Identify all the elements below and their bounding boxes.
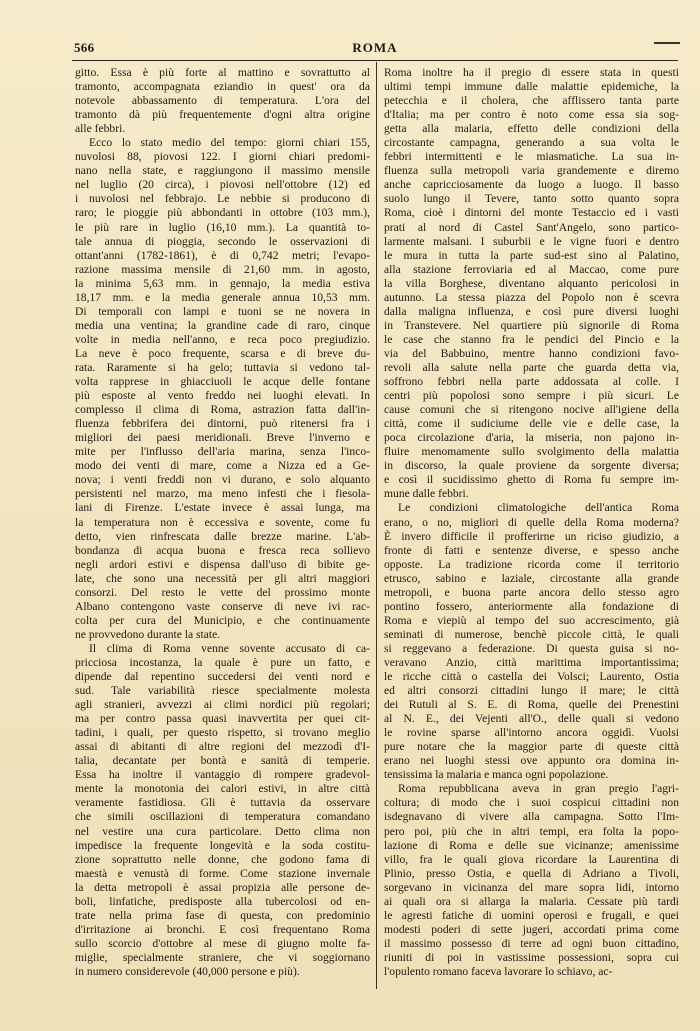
text-line: sullo scorcio d'ottobre al mese di giugno molte fa- (75, 936, 370, 950)
text-line: getta alla malaria, effetto delle condizioni della (384, 122, 679, 136)
text-line: il massimo possesso di terre ad ogni buon cittadino, (384, 936, 679, 950)
text-line: etrusco, sabino e laziale, circostante alla grande (384, 571, 679, 585)
text-line: alla stazione ferroviaria ed al Maccao, come pure (384, 262, 679, 276)
text-line: l'opulento romano faceva lavorare lo schiavo, ac- (384, 965, 613, 978)
text-line: veravano Anzio, città marittima importantissima; (384, 655, 679, 669)
text-line: rata. Raramente si ha gelo; tuttavia si vedono tal- (75, 360, 370, 374)
text-line: via del Babbuino, mentre hanno condizioni favo- (384, 346, 679, 360)
text-line: le agresti fatiche di uomini operosi e frugali, e quei (384, 908, 679, 922)
text-line: nel vestire una cura particolare. Detto clima non (75, 824, 370, 838)
text-line: Roma, cioè i dintorni del monte Testaccio ed i vasti (384, 206, 679, 220)
text-line: alle febbri. (75, 122, 126, 136)
text-line: lazione di Roma e delle sue vicinanze; amenissime (384, 838, 679, 852)
text-line: che simili oscillazioni di temperatura comandano (75, 810, 370, 824)
text-line: le ricche città o castella dei Volsci; Laurento, Ostia (384, 670, 679, 684)
paragraph (384, 782, 679, 979)
text-line: talia, decantate per bontà e sanità di temperie. (75, 754, 370, 768)
text-line: erano nei luoghi stessi ove appunto ora domina in- (384, 754, 679, 768)
text-line: È invero difficile il profferirne un riciso giudizio, a (384, 529, 679, 543)
text-line: nova; i venti freddi non vi durano, e solo alquanto (75, 473, 370, 487)
text-line: più esposte al vento freddo nei luoghi elevati. In (75, 389, 370, 403)
text-line: le più rare in luglio (16,10 mm.). La quantità to- (75, 220, 370, 234)
text-line: erano, o no, migliori di quelle della Roma moderna? (384, 515, 679, 529)
text-line: la villa Borghese, diventano alquanto pericolosi in (384, 276, 679, 290)
text-line: Di temporali con lampi e tuoni se ne novera in (75, 304, 370, 318)
text-line: maestà e venustà di forme. Come stazione invernale (75, 866, 370, 880)
text-line: al N. E., dei Vejenti all'O., delle quali si vedono (384, 712, 679, 726)
text-line: late, che sono una necessità per gli altri maggiori (75, 571, 370, 585)
text-line: tramonto dà più frequentemente d'ogni altra origine (75, 108, 370, 122)
text-line: lani di Firenze. L'estate invece è assai lunga, ma (75, 501, 370, 515)
text-line: zione soprattutto nelle donne, che godono fama di (75, 852, 370, 866)
text-line: boli, linfatiche, predisposte alla tubercolosi od en- (75, 894, 370, 908)
text-line: d'Italia; ma per contro è noto come essa sia sog- (384, 108, 679, 122)
text-line: fluenza febbrifera dei dintorni, può ritenersi fra i (75, 417, 370, 431)
header-mark (654, 42, 680, 44)
text-line: la minima 5,63 mm. in gennajo, la media estiva (75, 276, 370, 290)
text-line: fluenza sulla metropoli varia grandemente e diremo (384, 164, 679, 178)
text-line: trate nella prima fase di questa, con predominio (75, 908, 370, 922)
text-line: mente la monotonia dei calori estivi, in altre città (75, 782, 370, 796)
text-line: Essa ha inoltre il vantaggio di rompere gradevol- (75, 768, 370, 782)
text-line: mite per l'influsso dell'aria marina, senza l'inco- (75, 445, 370, 459)
text-line: Albano contengono vaste conserve di neve ivi rac- (75, 599, 370, 613)
text-line: colta per cura del Municipio, e che continuamente (75, 613, 370, 627)
page-header (70, 32, 680, 58)
text-line: tale annua di pioggia, secondo le osservazioni di (75, 234, 370, 248)
text-line: volta rapprese in ghiacciuoli le acque delle fontane (75, 375, 370, 389)
text-line: autunno. La stessa piazza del Popolo non è scevra (384, 290, 679, 304)
text-line: metropoli, e buona parte ancora dello stesso agro (384, 585, 679, 599)
text-line: modo dei venti di mare, come a Nizza ed a Ge- (75, 459, 370, 473)
text-line: sud. Tale variabilità riesce specialmente molesta (75, 684, 370, 698)
column-divider (376, 62, 377, 989)
text-line: bondanza di acqua buona e fresca reca sollievo (75, 543, 370, 557)
text-line: Roma repubblicana aveva in gran pregio l'agri- (398, 782, 679, 796)
text-line: tadini, i quali, per questo rispetto, si trovano meglio (75, 726, 370, 740)
text-line: complesso il clima di Roma, astrazion fatta dall'in- (75, 403, 370, 417)
text-line: raro; le pioggie più abbondanti in ottobre (103 mm.), (75, 206, 370, 220)
text-line: veramente fastidiosa. Gli è tuttavia da osservare (75, 796, 370, 810)
text-line: 18,17 mm. e la media generale annua 10,53 mm. (75, 290, 370, 304)
text-line: mune dalle febbri. (384, 487, 469, 501)
text-line: e così il sucidissimo ghetto di Roma fu sempre im- (384, 473, 679, 487)
text-line: coltura; di modo che i suoi cospicui cittadini non (384, 796, 679, 810)
text-line: suolo lungo il Tevere, tanto sotto quanto sopra (384, 192, 679, 206)
text-line: villo, fra le quali giova ricordare la Laurentina di (384, 852, 679, 866)
text-line: pontino fossero, anteriormente alla fondazione di (384, 599, 679, 613)
text-line: città, come il sudiciume delle vie e delle case, la (384, 417, 679, 431)
paragraph (75, 136, 370, 642)
running-title: ROMA (352, 40, 398, 55)
text-line: opposte. La tradizione ricorda come il territorio (384, 557, 679, 571)
text-line: Roma inoltre ha il pregio di essere stata in questi (384, 66, 679, 79)
text-line: seminati di numerose, benchè piccole città, le quali (384, 627, 679, 641)
text-line: media una ventina; la grandine cade di raro, cinque (75, 318, 370, 332)
text-line: centri più popolosi sono sempre i più sicuri. Le (384, 389, 679, 403)
left-column (75, 66, 370, 979)
text-line: Ecco lo stato medio del tempo: giorni chiari 155, (89, 136, 370, 150)
text-line: circostante campagna, generando a sua volta le (384, 136, 679, 150)
text-line: in discorso, la quale proviene da sorgente diversa; (384, 459, 679, 473)
text-line: la temperatura non è eccessiva e sovente, come fu (75, 515, 370, 529)
text-line: ultimi tempi immune dalle malattie epidemiche, la (384, 80, 679, 94)
text-line: agli stranieri, avvezzi ai climi nordici più regolari; (75, 698, 370, 712)
text-line: migliori dei paesi meridionali. Breve l'inverno e (75, 431, 370, 445)
text-line: poca circolazione d'aria, la miseria, non pajono in- (384, 431, 679, 445)
text-line: ma per contro passa quasi inavvertita per quei cit- (75, 712, 370, 726)
text-line: anche capricciosamente da luogo a luogo. Il basso (384, 178, 679, 192)
text-line: razione massima mensile di 21,60 mm. in agosto, (75, 262, 370, 276)
text-line: soffrono febbri nella parte addossata al colle. I (384, 375, 679, 389)
text-line: fronte di fatti e sentenze diverse, e spesso anche (384, 543, 679, 557)
text-line: riuniti di poi in vastissime possessioni, sopra cui (384, 950, 679, 964)
text-line: impedisce la frequente longevità e la soda costitu- (75, 838, 370, 852)
page-number: 566 (74, 40, 95, 55)
text-line: consorzi. Del resto le vette del prossimo monte (75, 585, 370, 599)
text-line: persistenti nel marzo, ma meno infesti che i fiesola- (75, 487, 370, 501)
text-line: ed altri consorzi cittadini lungo il mare; le città (384, 684, 679, 698)
text-line: modesti poderi di sette jugeri, accordati prima come (384, 922, 679, 936)
text-line: fluire menomamente sullo svolgimento della malattia (384, 445, 679, 459)
text-line: volte in media nell'anno, e reca poco pregiudizio. (75, 332, 370, 346)
text-line: nano nella state, e raggiungono il massimo mensile (75, 164, 370, 178)
text-line: prati al nord di Castel Sant'Angelo, sono partico- (384, 220, 679, 234)
text-line: in Transtevere. Nel quartiere più signorile di Roma (384, 318, 679, 332)
text-line: sorgevano in vicinanza del mare sopra lidi, intorno (384, 880, 679, 894)
text-line: le mura in tutta la parte sud-est sino al Palatino, (384, 248, 679, 262)
text-line: revoli alla salute nella parte che guarda detta via, (384, 360, 679, 374)
text-line: dipende dal repentino succedersi dei venti nord e (75, 670, 370, 684)
text-line: tramonto, accompagnata eziandio in quest' ora da (75, 80, 370, 94)
text-line: le case che stanno fra le pendici del Pincio e la (384, 332, 679, 346)
text-line: la detta metropoli è assai propizia alle persone de- (75, 880, 370, 894)
text-line: ai quali ora si allarga la malaria. Cessate più tardi (384, 894, 679, 908)
text-line: in numero considerevole (40,000 persone e più). (75, 965, 300, 978)
text-line: assai di abitanti di altre regioni del mezzodì d'I- (75, 740, 370, 754)
text-line: Le condizioni climatologiche dell'antica Roma (398, 501, 679, 515)
text-line: i nuvolosi nel febbrajo. Le nebbie si producono di (75, 192, 370, 206)
text-line: gitto. Essa è più forte al mattino e sovrattutto al (75, 66, 370, 79)
text-line: febbri intermittenti e le miasmatiche. La sua in- (384, 150, 679, 164)
text-line: pero poi, più che in altri tempi, era folta la popo- (384, 824, 679, 838)
text-line: dalla maligna influenza, e così pure diversi luoghi (384, 304, 679, 318)
text-line: ne provvedono durante la state. (75, 627, 221, 641)
paragraph (384, 66, 679, 501)
text-line: isdegnavano di vivere alla campagna. Sotto l'Im- (384, 810, 679, 824)
text-line: pure notare che la maggior parte di queste città (384, 740, 679, 754)
text-line: tensissima la malaria e manca ogni popolazione. (384, 768, 609, 782)
text-line: negli ardori estivi e dispensa dall'uso di bibite ge- (75, 557, 370, 571)
header-rule (72, 60, 678, 61)
text-line: petecchia e il cholera, che afflissero tanta parte (384, 94, 679, 108)
text-line: le rovine sparse all'intorno ancora oggidì. Vuolsi (384, 726, 679, 740)
text-line: nel luglio (20 circa), i piovosi nell'ottobre (12) ed (75, 178, 370, 192)
right-column (384, 66, 679, 979)
text-line: cause comuni che si ritengono nocive all'igiene della (384, 403, 679, 417)
text-line: miglie, specialmente straniere, che vi soggiornano (75, 950, 370, 964)
text-line: Il clima di Roma venne sovente accusato di ca- (89, 641, 370, 655)
text-line: pricciosa incostanza, la quale è pure un fatto, e (75, 655, 370, 669)
text-line: larmente malsani. I suburbii e le vigne fuori e dentro (384, 234, 679, 248)
text-line: La neve è poco frequente, scarsa e di breve du- (75, 346, 370, 360)
text-line: dei Rutuli al S. E. di Roma, quelle dei Prenestini (384, 698, 679, 712)
text-line: si reggevano a federazione. Di questa guisa si no- (384, 641, 679, 655)
paragraph (75, 66, 370, 136)
text-line: ottant'anni (1782-1861), è di 0,742 metri; l'evapo- (75, 248, 370, 262)
text-line: Plinio, presso Ostia, e quella di Adriano a Tivoli, (384, 866, 679, 880)
text-line: d'irritazione ai bronchi. E così frequentano Roma (75, 922, 370, 936)
text-line: notevole abbassamento di temperatura. L'ora del (75, 94, 370, 108)
paragraph (384, 501, 679, 782)
text-line: nuvolosi 88, piovosi 122. I giorni chiari predomi- (75, 150, 370, 164)
text-line: detto, vien rinfrescata dalle brezze marine. L'ab- (75, 529, 370, 543)
paragraph (75, 642, 370, 979)
text-line: Roma e viepiù al tempo del suo accrescimento, già (384, 613, 679, 627)
